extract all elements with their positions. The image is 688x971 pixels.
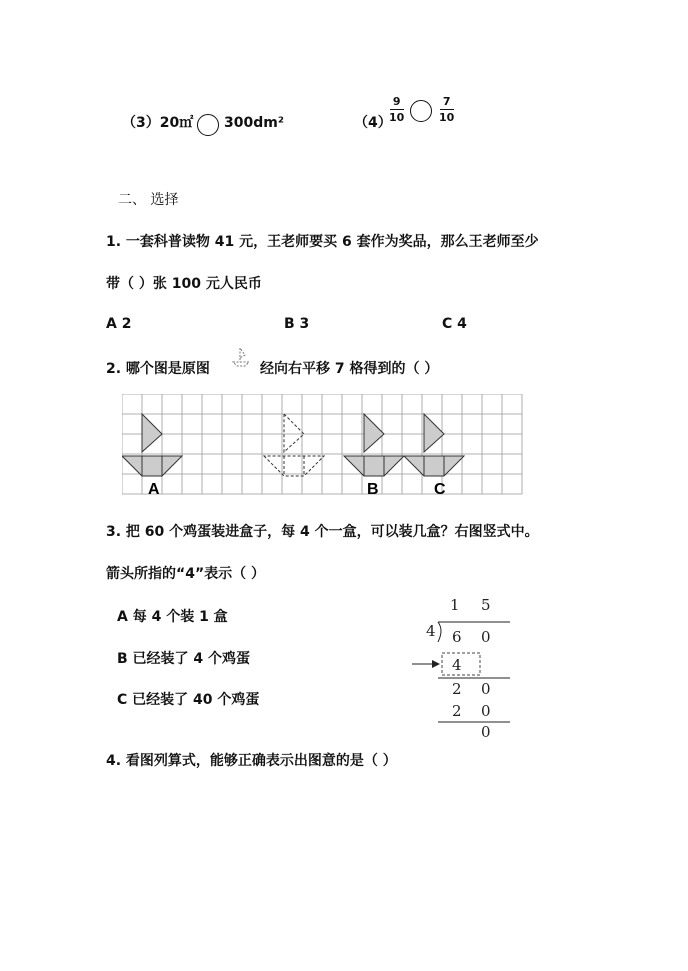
compare-circle-q4[interactable]: [410, 100, 432, 122]
q4-line: 4. 看图列算式，能够正确表示出图意的是（ ）: [106, 753, 397, 769]
final-remainder: 0: [481, 723, 491, 740]
step-product-1: 4: [452, 656, 462, 674]
boat-c: [404, 414, 464, 476]
q1-option-c[interactable]: C 4: [442, 316, 467, 332]
q4-compare-label: （4）: [354, 115, 392, 131]
fraction-left-denominator: 10: [389, 111, 405, 124]
q2-prefix: 2. 哪个图是原图: [106, 361, 210, 377]
boat-a: [122, 414, 182, 476]
q1-line1: 1. 一套科普读物 41 元，王老师要买 6 套作为奖品，那么王老师至少: [106, 234, 539, 250]
grid-label-c: C: [434, 481, 446, 498]
q1-line2: 带（ ）张 100 元人民币: [106, 276, 262, 292]
fraction-right-denominator: 10: [439, 111, 455, 124]
boat-dashed: [264, 414, 324, 476]
q3-compare-right: 300dm²: [224, 115, 284, 131]
step-remainder-digit-1: 2: [452, 680, 462, 698]
compare-circle-q3[interactable]: [197, 114, 219, 136]
step-product-2-digit-2: 0: [481, 702, 491, 720]
q2-suffix: 经向右平移 7 格得到的（ ）: [260, 361, 439, 377]
long-division: [410, 592, 516, 740]
quotient-digit-2: 5: [481, 596, 491, 614]
fraction-right: [439, 96, 454, 123]
dividend-digit-1: 6: [452, 628, 462, 646]
q3-option-b[interactable]: B 已经装了 4 个鸡蛋: [117, 651, 251, 667]
boat-b: [344, 414, 404, 476]
fraction-left: [389, 96, 404, 123]
q3-line2: 箭头所指的“4”表示（ ）: [106, 566, 266, 582]
divisor: 4: [426, 622, 436, 640]
q1-option-a[interactable]: A 2: [106, 316, 132, 332]
quotient-digit-1: 1: [450, 596, 460, 614]
grid-label-a: A: [148, 481, 160, 498]
arrow-head-icon: [432, 660, 440, 668]
grid-label-b: B: [367, 481, 379, 498]
dividend-digit-2: 0: [481, 628, 491, 646]
q3-option-a[interactable]: A 每 4 个装 1 盒: [117, 609, 228, 625]
original-boat-icon: [230, 346, 252, 372]
fraction-left-numerator: 9: [392, 95, 401, 108]
step-remainder-digit-2: 0: [481, 680, 491, 698]
q1-option-b[interactable]: B 3: [284, 316, 310, 332]
section-title: 二、 选择: [118, 192, 179, 208]
q3-compare-left: （3）20㎡: [122, 115, 194, 131]
q3-line1: 3. 把 60 个鸡蛋装进盒子，每 4 个一盒，可以装几盒？右图竖式中。: [106, 524, 539, 540]
step-product-2-digit-1: 2: [452, 702, 462, 720]
q3-option-c[interactable]: C 已经装了 40 个鸡蛋: [117, 692, 260, 708]
grid-lines: [122, 394, 522, 494]
fraction-right-numerator: 7: [442, 95, 451, 108]
boat-translation-grid: [122, 394, 528, 498]
